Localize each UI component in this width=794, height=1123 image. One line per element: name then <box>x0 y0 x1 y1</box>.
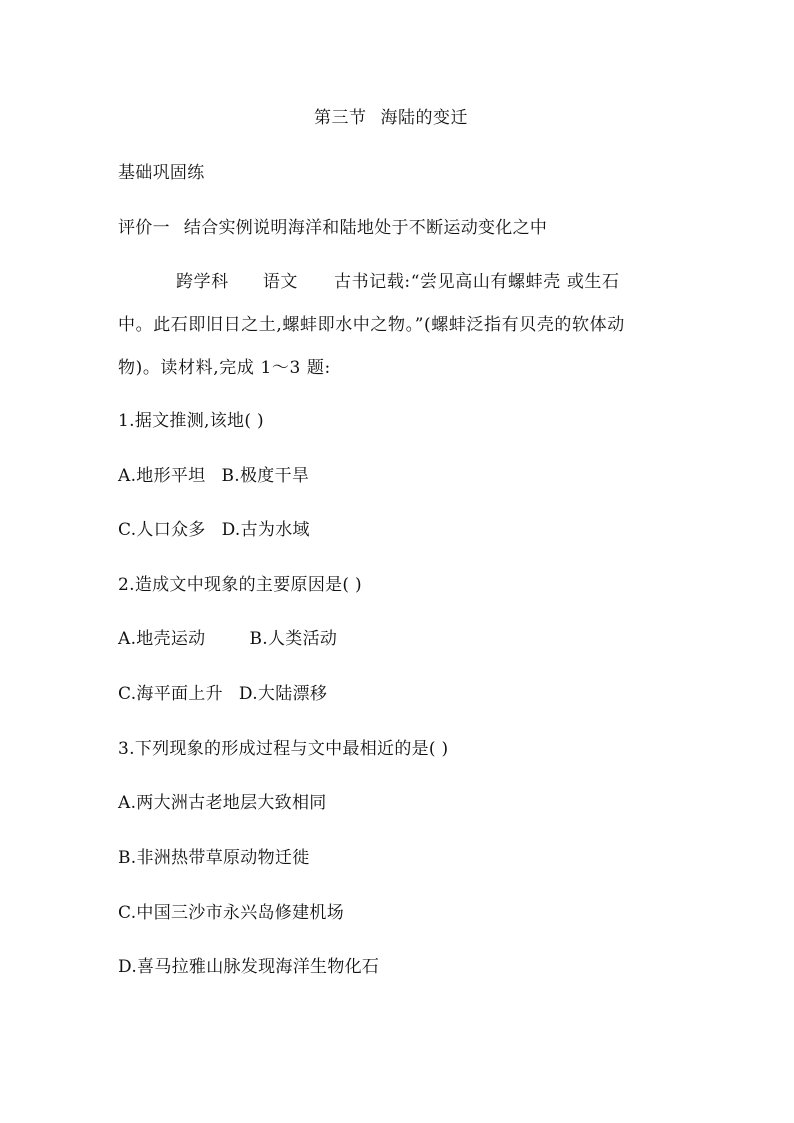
evaluation-text: 结合实例说明海洋和陆地处于不断运动变化之中 <box>183 218 548 238</box>
question-2-options-row-2 <box>118 683 327 705</box>
question-3-stem: 3.下列现象的形成过程与文中最相近的是( ) <box>118 739 449 759</box>
question-3-option-a[interactable]: A.两大洲古老地层大致相同 <box>118 793 327 813</box>
evaluation-label: 评价一 <box>118 218 170 238</box>
question-1-option-d[interactable]: D.古为水域 <box>221 520 310 540</box>
section-title <box>314 107 468 129</box>
evaluation-heading <box>118 217 547 239</box>
question-2-stem: 2.造成文中现象的主要原因是( ) <box>118 575 362 595</box>
question-1-options-row-2 <box>118 519 310 541</box>
question-1-options-row-1 <box>118 465 309 487</box>
question-2-option-b[interactable]: B.人类活动 <box>249 629 338 649</box>
material-line-2: 中。此石即旧日之土,螺蚌即水中之物。”(螺蚌泛指有贝壳的软体动 <box>118 315 625 335</box>
question-1-option-a[interactable]: A.地形平坦 <box>118 466 206 486</box>
question-3-option-b[interactable]: B.非洲热带草原动物迁徙 <box>118 848 310 868</box>
interdisciplinary-tag: 跨学科 <box>176 272 229 292</box>
subsection-heading: 基础巩固练 <box>118 163 205 183</box>
question-3-option-c[interactable]: C.中国三沙市永兴岛修建机场 <box>118 903 345 923</box>
material-line-3: 物)。读材料,完成 1～3 题: <box>118 358 331 378</box>
question-3-option-d[interactable]: D.喜马拉雅山脉发现海洋生物化石 <box>118 957 380 977</box>
question-2-option-c[interactable]: C.海平面上升 <box>118 684 223 704</box>
question-2-options-row-1 <box>118 628 337 650</box>
subject-tag: 语文 <box>262 272 299 292</box>
section-number: 第三节 <box>314 108 367 128</box>
question-1-stem: 1.据文推测,该地( ) <box>118 411 264 431</box>
material-text-1: 古书记载:“尝见高山有螺蚌壳 或生石 <box>334 272 620 292</box>
question-1-option-b[interactable]: B.极度干旱 <box>221 466 310 486</box>
question-2-option-a[interactable]: A.地壳运动 <box>118 629 206 649</box>
section-name: 海陆的变迁 <box>380 108 468 128</box>
material-line-1 <box>176 271 620 293</box>
question-2-option-d[interactable]: D.大陆漂移 <box>238 684 328 704</box>
question-1-option-c[interactable]: C.人口众多 <box>118 520 206 540</box>
